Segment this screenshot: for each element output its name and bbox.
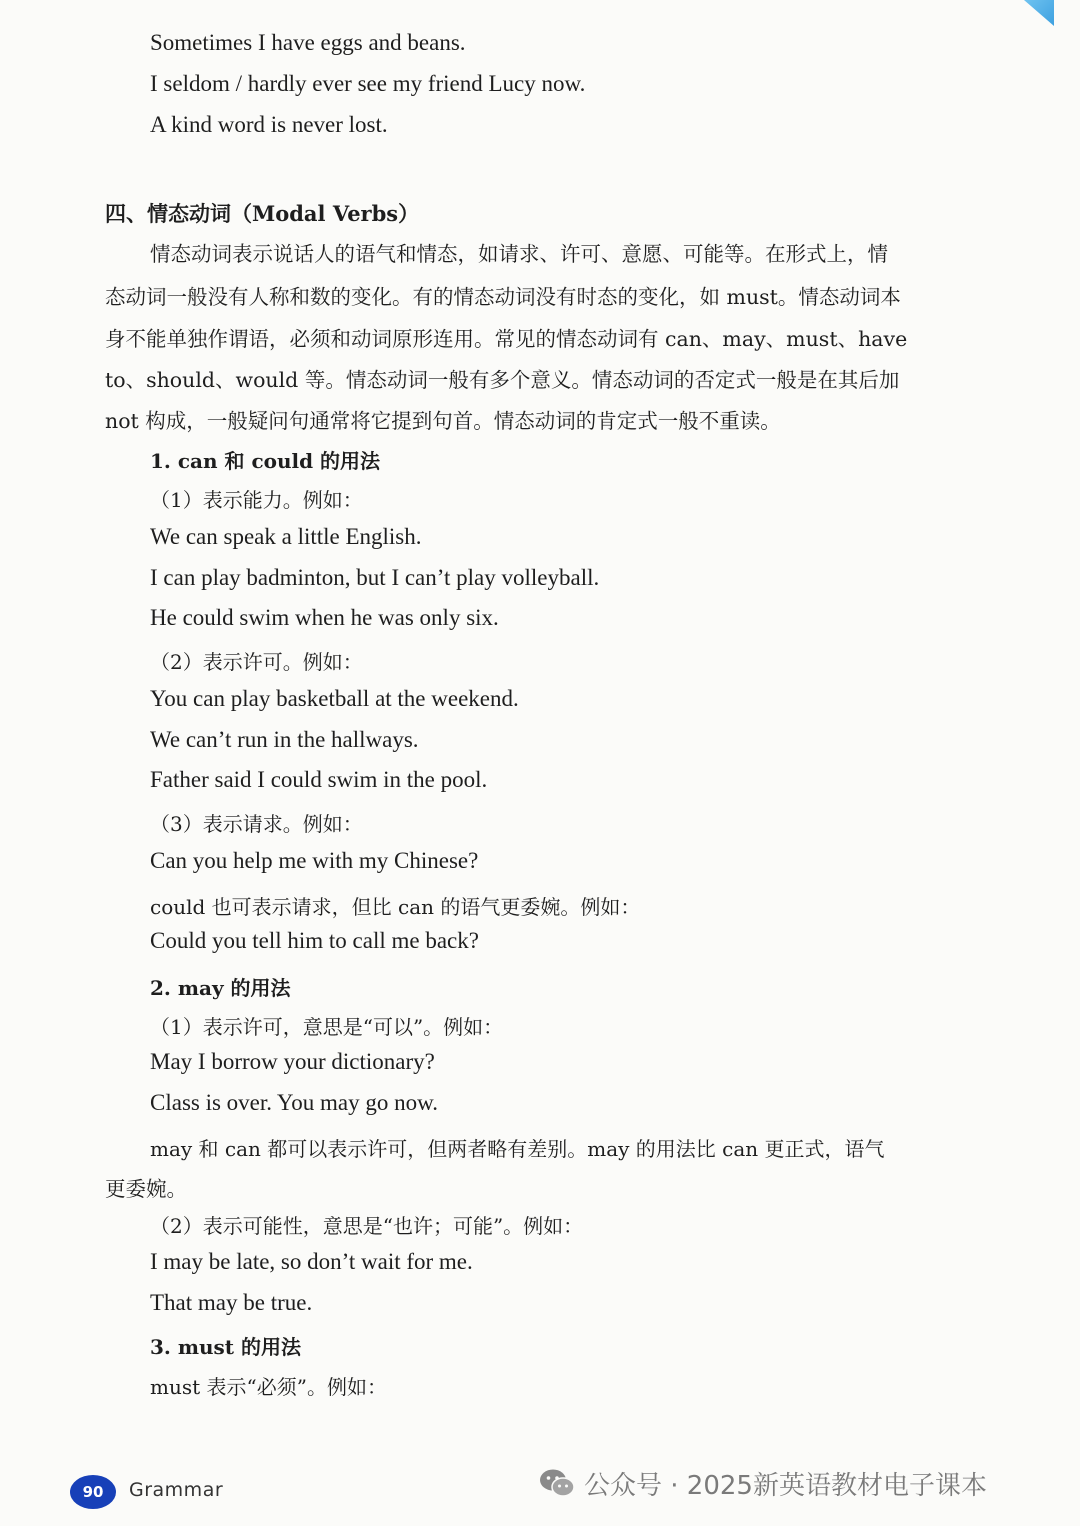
example-sentence: A kind word is never lost. (150, 112, 388, 137)
example-sentence: I seldom / hardly ever see my friend Lucy now. (150, 71, 586, 96)
footer-section-label: Grammar (129, 1479, 224, 1501)
example-sentence: Sometimes I have eggs and beans. (150, 30, 466, 55)
subsection-title-can-could: 1. can 和 could 的用法 (150, 449, 381, 473)
example-sentence: We can’t run in the hallways. (150, 727, 419, 752)
corner-decoration (1024, 0, 1054, 26)
example-sentence: May I borrow your dictionary? (150, 1049, 435, 1074)
usage-label: （3）表示请求。例如： (150, 812, 363, 836)
example-sentence: That may be true. (150, 1290, 313, 1315)
page-number-badge: 90 (70, 1475, 116, 1509)
intro-paragraph-line: 情态动词表示说话人的语气和情态，如请求、许可、意愿、可能等。在形式上，情 (150, 242, 888, 266)
example-sentence: You can play basketball at the weekend. (150, 686, 519, 711)
intro-paragraph-line: 态动词一般没有人称和数的变化。有的情态动词没有时态的变化，如 must。情态动词本 (105, 285, 901, 309)
example-sentence: We can speak a little English. (150, 524, 422, 549)
example-sentence: Can you help me with my Chinese? (150, 848, 479, 873)
subsection-title-must: 3. must 的用法 (150, 1335, 302, 1359)
subsection-title-may: 2. may 的用法 (150, 976, 291, 1000)
example-sentence: He could swim when he was only six. (150, 605, 499, 630)
intro-paragraph-line: 身不能单独作谓语，必须和动词原形连用。常见的情态动词有 can、may、must、have (105, 327, 908, 351)
watermark (538, 1465, 987, 1501)
watermark-text: 公众号 · 2025新英语教材电子课本 (584, 1470, 987, 1501)
example-sentence: Class is over. You may go now. (150, 1090, 438, 1115)
usage-label: must 表示“必须”。例如： (150, 1375, 387, 1399)
intro-paragraph-line: to、should、would 等。情态动词一般有多个意义。情态动词的否定式一般是在其后加 (105, 368, 900, 392)
section-heading: 四、情态动词（Modal Verbs） (105, 201, 420, 226)
usage-label: （1）表示许可，意思是“可以”。例如： (150, 1015, 504, 1039)
usage-note: may 和 can 都可以表示许可，但两者略有差别。may 的用法比 can 更正式，语气 (150, 1137, 885, 1161)
example-sentence: I may be late, so don’t wait for me. (150, 1249, 473, 1274)
intro-paragraph-line: not 构成，一般疑问句通常将它提到句首。情态动词的肯定式一般不重读。 (105, 409, 781, 433)
example-sentence: Could you tell him to call me back? (150, 928, 479, 953)
example-sentence: I can play badminton, but I can’t play volleyball. (150, 565, 600, 590)
wechat-icon (538, 1467, 576, 1499)
usage-note: 更委婉。 (105, 1177, 187, 1201)
usage-label: （2）表示许可。例如： (150, 650, 363, 674)
usage-note: could 也可表示请求，但比 can 的语气更委婉。例如： (150, 895, 641, 919)
usage-label: （2）表示可能性，意思是“也许；可能”。例如： (150, 1214, 584, 1238)
usage-label: （1）表示能力。例如： (150, 488, 363, 512)
example-sentence: Father said I could swim in the pool. (150, 767, 488, 792)
